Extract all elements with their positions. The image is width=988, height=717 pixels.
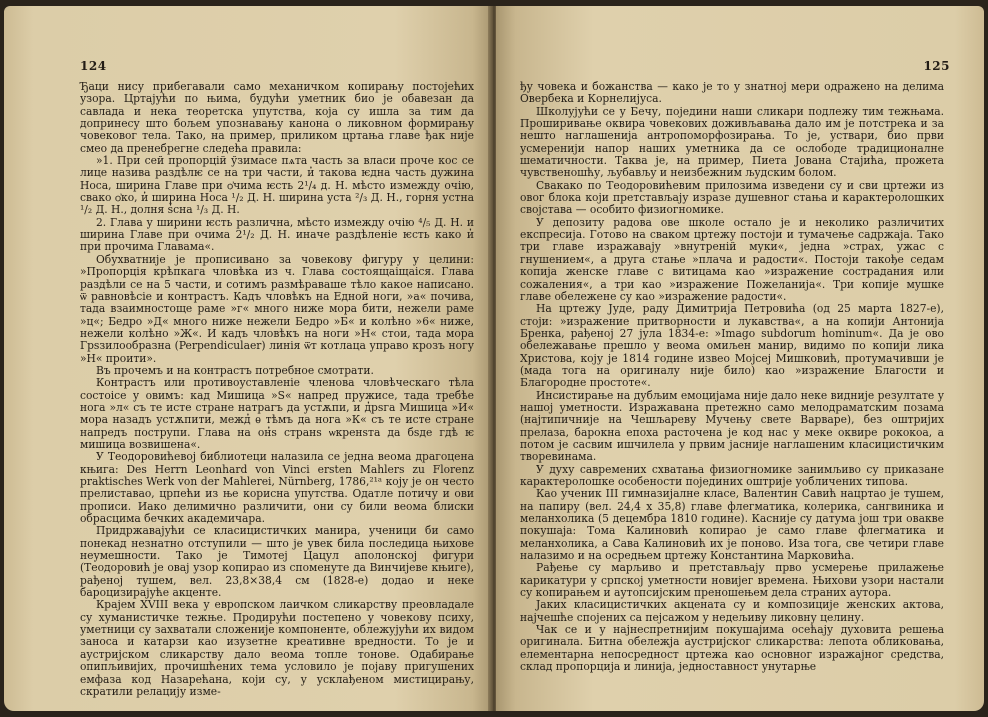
paragraph: »1. При сей пропорцій ўзимасе пѧта часть за власи проче кос се лице назива раздѣлѥ се на три части, и̓ такова ѥдна часть дужина Носа, ширина Главе при ѻ̓чима ѥсть 2¹/₄ д. Н. мѣсто измежду очію, свако ѻ̓ко, и̓ ширина Носа ¹/₂ Д. Н. ширина уста ²/₃ Д. Н., горня устна ¹/₂ Д. Н., долня ѕ̓сна ¹/₃ Д. Н. (80, 154, 474, 217)
paragraph: Обухватније је прописивано за човекову фигуру у целини: »Пропорція крѣпкага чловѣка из ч. Глава состоящаіщаіся. Глава раздѣли се на 5 части, и сотимъ размѣраваше тѣло какое написано. ѿ равновѣсіе и контрастъ. Кадъ чловѣкъ на Едной ноги, »а« почива, тада взаимностоще раме »г« много ниже мора бити, нежели раме »ц«; Бедро »Д« много ниже нежели Бедро »Б« и колѣно »6« ниже, нежели колѣно »Ж«. И кадъ чловѣкъ на ноги »Н« стои, тада мора Грѕзилообразна (Perpendiculaer) линія ѿт котлаца управо крозъ ногу »Н« проити». (80, 252, 474, 365)
paragraph: Чак се и у најнеспретнијим покушајима осећају духовита решења оригинала. Битна обележја аустријског сликарства: лепота обликовања, елементарна непосредност цртежа као основног изражајног средства, склад пропорција и линија, једноставност унутарње (520, 623, 944, 674)
paragraph: Рађење су марљиво и претстављају прво усмерење прилажење карикатури у српској уметности новијег времена. Њихови узори настали су копирањем и аутопсијским преношењем дела страних аутора. (520, 561, 944, 600)
paragraph: Придржавајући се класицистичких манира, ученици би само понекад незнатно отступили — што је увек била последица њихове неумешности. Тако је Тимотеј Цацул аполонској фигури (Теодоровић је овај узор копирао из споменуте да Винчијеве књиге), рађеној тушем, вел. 23,8×38,4 см (1828-е) додао и неке бароцизирајуће акценте. (80, 524, 474, 600)
paragraph: Въ прочемъ и на контрастъ потребное смотрати. (96, 363, 374, 377)
right-page (496, 6, 984, 711)
paragraph: Као ученик III гимназијалне класе, Валентин Савић нацртао је тушем, на папиру (вел. 24,4 x 35,8) главе флегматика, колерика, сангвиника и меланхолика (5 децембра 1810 године). Касније су датума још три овакве покушаја: Тома Калиновић копирао је само главе флегматика и меланхолика, а Сава Калиновић их је поново. Иза тога, све четири главе налазимо и на осредњем цртежу Константина Марковића. (520, 487, 944, 563)
page-number: 124 (80, 59, 107, 73)
paragraph: Ђаци нису прибегавали само механичком копирању постојећих узора. Цртајући по њима, будући уметник био је обавезан да савлада и нека теоретска упутства, која су ишла за тим да допринесу што бољем упознавању канона о ликовном формирању човековог тела. Тако, на пример, приликом цртања главе ђак није смео да пренебрегне следећа правила: (80, 80, 474, 155)
paragraph: Инсистирање на дубљим емоцијама није дало неке видније резултате у нашој уметности. Изражавана претежно само мелодраматским позама (најтипичније на Чешљареву Мучењу свете Варваре), без оштријих прелаза, барокна епоха расточена је код нас у меке оквире рококоа, а потом је сасвим ишчилела у првим јасније наглашеним класицистичким творевинама. (520, 388, 944, 464)
paragraph: Крајем XVIII века у европском лаичком сликарству преовладале су хуманистичке тежње. Продирући постепено у човекову психу, уметници су захватали сложеније компоненте, облежујући их видом заноса и катарзи као изузетне креативне вредности. То је и аустријском сликарству дало веома топле тонове. Одабирање опипљивијих, прочишћених тема условило је појаву пригушених емфаза код Назарећана, који су, у усклађеном мистицирању, скратили релацију изме- (80, 598, 474, 698)
left-page (4, 6, 492, 711)
paragraph: У духу савремених схватања физиогномике занимљиво су приказане карактеролошке особености појединих оштрије уобличених типова. (520, 462, 944, 488)
paragraph: ђу човека и божанства — како је то у знатној мери одражено на делима Овербека и Корнелијуса. (520, 80, 944, 106)
right-page-text (520, 81, 944, 674)
paragraph: У депозиту радова ове школе остало је и неколико различитих експресија. Готово на сваком цртежу постоји и тумачење садржаја. Тако три главе изражавају »внутреній муки«, једна »страх, ужас с гнушением«, а друга стање »плача и радости«. Постоји такође седам копија женске главе с витицама као »изражение сострадания или сожаления«, а три као »изражение Пожеланија«. Три копије мушке главе обележене су као »изражение радости«. (520, 215, 944, 303)
paragraph: На цртежу Јуде, раду Димитрија Петровића (од 25 марта 1827-е), стоји: »изражение притворности и лукавства«, а на копији Антонија Бренка, рађеној 27 јула 1834-е: »Imago subdorum hominum«. Да је ово обележавање прешло у веома омиљен манир, видимо по копији лика Христова, коју је 1814 године извео Мојсеј Мишковић, протумачивши је (мада тога на оригиналу није било) као »изражение Благости и Благородне простоте«. (520, 302, 944, 390)
paragraph: Школујући се у Бечу, поједини наши сликари подлежу тим тежњама. Проширивање оквира човекових доживљавања дало им је потстрека и за нешто наглашенија антропоморфозирања. То је, уствари, био први усмерениjи напор наших уметника да се ослободе традиционалне шематичности. Таква је, на пример, Пиета Јована Стајића, прожета чувственошћу, љубављу и неизбежним људским болом. (520, 104, 944, 180)
paragraph: У Теодоровићевој библиотеци налазила се једна веома драгоцена књига: Des Herrn Leonhard von Vinci ersten Mahlers zu Florenz praktisches Werk von der Mahlerei, Nürnberg, 1786,²¹ᵃ коју је он често прелиставао, црпећи из ње корисна упутства. Одатле потичу и ови прописи. Иако делимично различити, они су били веома блиски обрасцима бечких академичара. (80, 450, 474, 526)
paragraph: Свакако по Теодоровићевим прилозима изведени су и сви цртежи из овог блока који претстављају изразе душевног стања и карактеролошких својстава — особито физиогномике. (520, 178, 944, 217)
paragraph: 2. Глава у ширини ѥсть различна, мѣсто измежду очію ⁴/₅ Д. Н. и ширина Главе при очима 2¹/₂ Д. Н. иначе раздѣленіе ѥсть како и̓ при прочима Главама«. (80, 215, 474, 254)
paragraph: Јаких класицистичких акцената су и композиције женских актова, најчешће спојених са пејсажом у недељиву ликовну целину. (520, 598, 944, 624)
page-number: 125 (923, 59, 950, 73)
paragraph: Контрастъ или противоуставленіе членова чловѣческаго тѣла состоісе у овимъ: кад Мишица »S« напред пружисе, тада требѣе нога »л« съ те исте стране натрагъ да устѫпи, и д̓рѕга Мишица »И« мора назадъ устѫпити, межд̓ ѳ тѣмъ да нога »К« съ те исте стране напредъ пострупи. Глава на он̓ѕ странѕ ѡкренѕта да бѕде гдѣ ѥ мишица возвишена«. (80, 376, 474, 451)
left-page-text (80, 81, 474, 698)
